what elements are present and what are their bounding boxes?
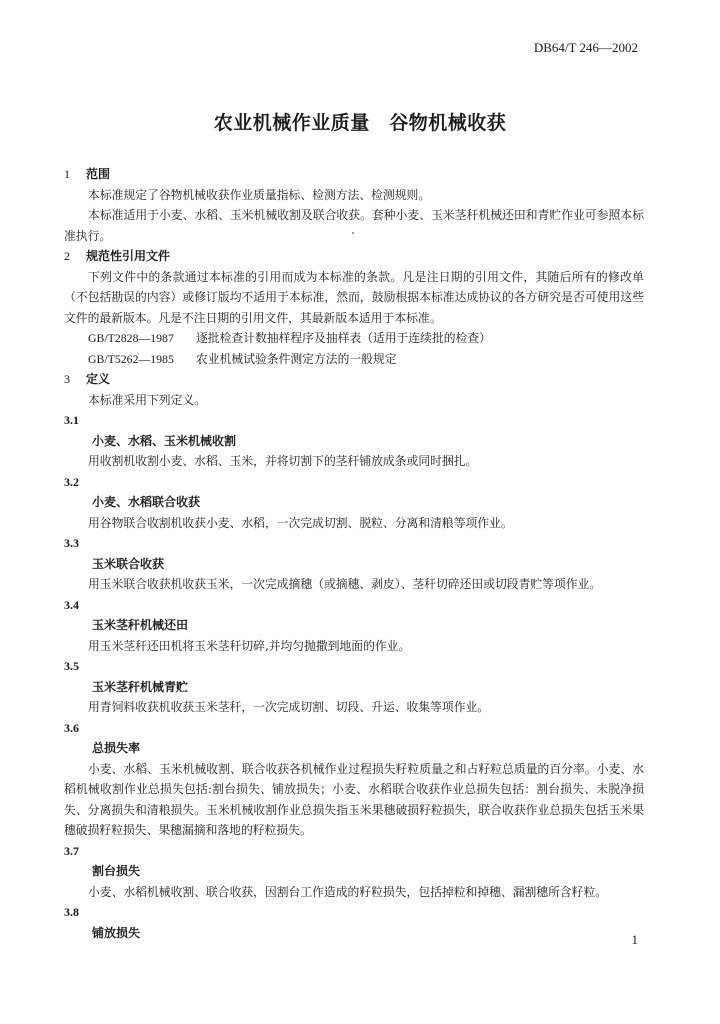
section-title: 定义	[86, 372, 111, 386]
clause-number: 3.4	[64, 597, 79, 612]
term-heading: 玉米茎秆机械还田	[92, 618, 189, 632]
clause-number: 3.3	[64, 536, 79, 550]
section-title: 规范性引用文件	[86, 249, 171, 263]
reference-title: 农业机械试验条件测定方法的一般规定	[196, 351, 397, 366]
clause-number: 3.7	[64, 843, 79, 858]
term-definition: 用收割机收割小麦、水稻、玉米，并将切割下的茎秆铺放成条或同时捆扎。	[88, 454, 478, 468]
reference-item	[64, 328, 644, 349]
reference-code: GB/T2828—1987	[88, 331, 174, 345]
section-number: 3	[64, 372, 70, 386]
document-body	[64, 164, 644, 943]
document-title: 农业机械作业质量 谷物机械收获	[213, 112, 507, 134]
term-definition: 用玉米茎秆还田机将玉米茎秆切碎,并均匀抛撒到地面的作业。	[88, 638, 411, 653]
reference-title: 逐批检查计数抽样程序及抽样表（适用于连续批的检查）	[196, 331, 491, 345]
clause-number: 3.5	[64, 659, 79, 673]
section-2-heading	[64, 246, 644, 267]
clause-number: 3.1	[64, 413, 79, 427]
clause-number: 3.2	[64, 474, 79, 489]
term-definition: 小麦、水稻、玉米机械收割、联合收获各机械作业过程损失籽粒质量之和占籽粒总质量的百分率。小麦、水稻机械收割作业总损失包括:割台损失、铺放损失；小麦、水稻联合收获作业总损失包括：割台损失、未脱净损失、分离损失和清粮损失。玉米机械收割作业总损失指玉米果穗破损籽粒损失，联合收获作业总损失包括玉米果穗破损籽粒损失、果穗漏摘和落地的籽粒损失。	[64, 761, 644, 837]
paragraph: 本标准规定了谷物机械收获作业质量指标、检测方法、检测规则。	[88, 187, 431, 202]
term-heading: 玉米茎秆机械青贮	[92, 679, 189, 694]
section-1-heading	[64, 164, 644, 185]
clause-number: 3.8	[64, 905, 79, 919]
term-heading: 小麦、水稻联合收获	[92, 495, 201, 509]
standard-code: DB64/T 246—2002	[533, 40, 638, 55]
section-number: 1	[64, 167, 70, 181]
term-heading: 铺放损失	[92, 925, 141, 940]
clause-number: 3.6	[64, 720, 79, 735]
term-heading: 小麦、水稻、玉米机械收割	[92, 433, 237, 448]
reference-item	[64, 349, 644, 370]
section-title: 范围	[86, 167, 111, 181]
term-heading: 总损失率	[92, 741, 141, 755]
section-number: 2	[64, 249, 70, 263]
term-definition: 用玉米联合收获机收获玉米，一次完成摘穗（或摘穗、剥皮）、茎秆切碎还田或切段青贮等项作业。	[88, 577, 602, 591]
section-3-heading	[64, 369, 644, 390]
scan-speck	[352, 232, 354, 234]
term-definition: 用青饲料收获机收获玉米茎秆，一次完成切割、切段、升运、收集等项作业。	[88, 700, 490, 714]
paragraph: 本标准采用下列定义。	[88, 392, 206, 407]
reference-code: GB/T5262—1985	[88, 351, 174, 366]
term-heading: 玉米联合收获	[92, 556, 165, 571]
term-definition: 小麦、水稻机械收割、联合收获，因割台工作造成的籽粒损失，包括掉粒和掉穗、漏割穗所含籽粒。	[88, 884, 608, 899]
paragraph: 本标准适用于小麦、水稻、玉米机械收割及联合收获。套种小麦、玉米茎秆机械还田和青贮作业可参照本标准执行。	[64, 208, 644, 243]
term-definition: 用谷物联合收割机收获小麦、水稻，一次完成切割、脱粒、分离和清粮等项作业。	[88, 515, 513, 530]
paragraph: 下列文件中的条款通过本标准的引用而成为本标准的条款。凡是注日期的引用文件，其随后所有的修改单（不包括勘误的内容）或修订版均不适用于本标准，然而，鼓励根据本标准达成协议的各方研究是否可使用这些文件的最新版本。凡是不注日期的引用文件，其最新版本适用于本标准。	[64, 269, 644, 325]
page-number: 1	[631, 932, 638, 947]
term-heading: 割台损失	[92, 864, 141, 878]
